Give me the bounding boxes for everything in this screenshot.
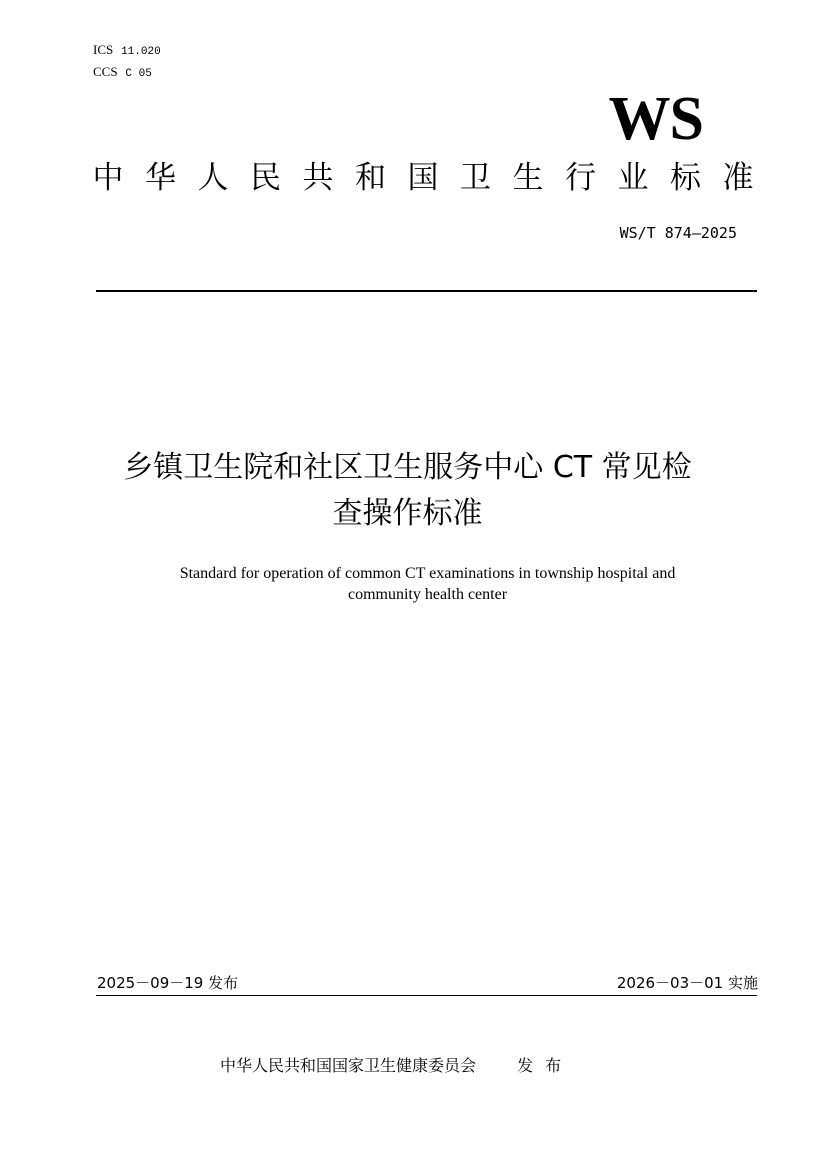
- standard-type-char: 和: [355, 160, 386, 196]
- english-title-line-2: community health center: [347, 586, 508, 603]
- issuer-action: 发布: [517, 1056, 574, 1075]
- issuer-name: 中华人民共和国国家卫生健康委员会: [220, 1056, 477, 1075]
- standard-type-char: 行: [565, 160, 596, 196]
- standard-type-char: 中: [92, 160, 124, 196]
- issue-date: 2025－09－19 发布: [97, 974, 239, 992]
- bottom-divider: [96, 995, 757, 996]
- standard-type-char: 国: [407, 160, 439, 196]
- effective-date: 2026－03－01 实施: [616, 974, 758, 992]
- standard-type-char: 准: [722, 160, 754, 196]
- ccs-label: CCS: [93, 64, 118, 79]
- ics-value: 11.020: [121, 46, 161, 58]
- ics-label: ICS: [93, 42, 114, 57]
- standard-type-heading: [88, 158, 758, 198]
- ccs-value: C 05: [125, 68, 152, 80]
- standard-type-char: 标: [670, 160, 701, 196]
- standard-type-char: 共: [302, 160, 334, 196]
- chinese-title-line-2: 查操作标准: [332, 496, 483, 531]
- standard-type-char: 民: [250, 160, 281, 196]
- standard-number: WS/T 874—2025: [619, 224, 737, 242]
- top-divider: [96, 290, 757, 292]
- english-title: [100, 563, 755, 605]
- standard-type-char: 业: [617, 160, 649, 196]
- standard-type-char: 华: [145, 160, 176, 196]
- classification-codes: [93, 40, 161, 84]
- ics-code: [93, 40, 161, 62]
- standard-type-char: 生: [512, 160, 544, 196]
- chinese-title-line-1: 乡镇卫生院和社区卫生服务中心 CT 常见检: [123, 450, 692, 485]
- english-title-line-1: Standard for operation of common CT examinations in township hospital and: [179, 565, 676, 582]
- standard-type-char: 人: [197, 160, 229, 196]
- ccs-code: [93, 62, 161, 84]
- chinese-title: [60, 445, 755, 537]
- standard-type-char: 卫: [460, 160, 491, 196]
- issuing-authority: [220, 1053, 573, 1076]
- ws-logo: WS: [608, 85, 703, 153]
